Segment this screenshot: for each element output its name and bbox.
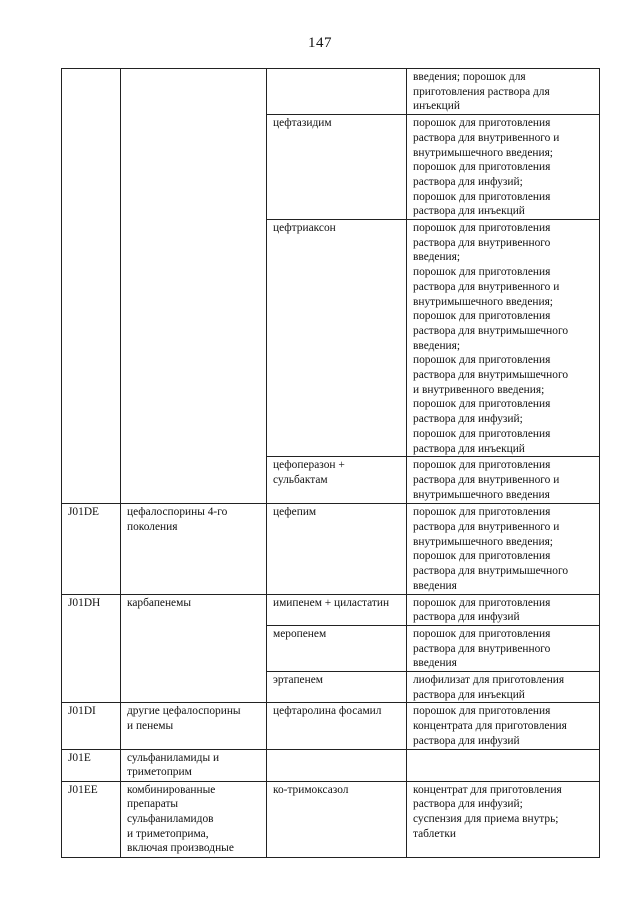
dosage-form-cell: порошок для приготовления раствора для внутривенного и внутримышечного введения: [407, 457, 600, 504]
atc-name-cell: [121, 115, 267, 220]
atc-name-cell: цефалоспорины 4-го поколения: [121, 504, 267, 594]
atc-code-cell: J01E: [62, 749, 121, 781]
dosage-form-cell: порошок для приготовления раствора для внутривенного и внутримышечного введения; порошок для приготовления раствора для инфузий; порошок для приготовления раствора для инъекций: [407, 115, 600, 220]
atc-name-cell: [121, 220, 267, 457]
inn-cell: меропенем: [267, 625, 407, 671]
atc-code-cell: [62, 672, 121, 703]
drug-table: [61, 68, 600, 858]
dosage-form-cell: порошок для приготовления концентрата для приготовления раствора для инфузий: [407, 703, 600, 749]
atc-name-cell: [121, 69, 267, 115]
atc-name-cell: сульфаниламиды и триметоприм: [121, 749, 267, 781]
atc-code-cell: [62, 457, 121, 504]
inn-cell: цефоперазон + сульбактам: [267, 457, 407, 504]
table-row: [62, 749, 600, 781]
atc-code-cell: J01EE: [62, 781, 121, 857]
table-row: [62, 625, 600, 671]
inn-cell: цефтазидим: [267, 115, 407, 220]
atc-name-cell: комбинированные препараты сульфаниламидов и триметоприма, включая производные: [121, 781, 267, 857]
dosage-form-cell: порошок для приготовления раствора для внутривенного введения: [407, 625, 600, 671]
dosage-form-cell: порошок для приготовления раствора для внутривенного введения; порошок для приготовления раствора для внутривенного и внутримышечного введения; порошок для приготовления раствора для внутримышечного введения; порошок для приготовления раствора для внутримышечного и внутривенного введения; порошок для приготовления раствора для инфузий; порошок для приготовления раствора для инъекций: [407, 220, 600, 457]
inn-cell: [267, 749, 407, 781]
table-row: [62, 594, 600, 625]
inn-cell: ко-тримоксазол: [267, 781, 407, 857]
table-row: [62, 504, 600, 594]
inn-cell: [267, 69, 407, 115]
atc-code-cell: [62, 625, 121, 671]
inn-cell: цефтаролина фосамил: [267, 703, 407, 749]
atc-name-cell: [121, 672, 267, 703]
table-row: [62, 457, 600, 504]
atc-code-cell: J01DE: [62, 504, 121, 594]
dosage-form-cell: порошок для приготовления раствора для внутривенного и внутримышечного введения; порошок для приготовления раствора для внутримышечного введения: [407, 504, 600, 594]
table-row: [62, 781, 600, 857]
dosage-form-cell: порошок для приготовления раствора для инфузий: [407, 594, 600, 625]
atc-name-cell: [121, 457, 267, 504]
atc-code-cell: J01DH: [62, 594, 121, 625]
dosage-form-cell: введения; порошок для приготовления раствора для инъекций: [407, 69, 600, 115]
dosage-form-cell: лиофилизат для приготовления раствора для инъекций: [407, 672, 600, 703]
atc-code-cell: [62, 220, 121, 457]
table-row: [62, 703, 600, 749]
table-row: [62, 69, 600, 115]
inn-cell: цефепим: [267, 504, 407, 594]
atc-code-cell: [62, 115, 121, 220]
inn-cell: эртапенем: [267, 672, 407, 703]
atc-code-cell: [62, 69, 121, 115]
inn-cell: имипенем + циластатин: [267, 594, 407, 625]
page-number: 147: [308, 35, 332, 51]
atc-code-cell: J01DI: [62, 703, 121, 749]
table-row: [62, 115, 600, 220]
dosage-form-cell: концентрат для приготовления раствора для инфузий; суспензия для приема внутрь; таблетки: [407, 781, 600, 857]
table-row: [62, 220, 600, 457]
inn-cell: цефтриаксон: [267, 220, 407, 457]
atc-name-cell: другие цефалоспорины и пенемы: [121, 703, 267, 749]
dosage-form-cell: [407, 749, 600, 781]
atc-name-cell: карбапенемы: [121, 594, 267, 625]
table-row: [62, 672, 600, 703]
atc-name-cell: [121, 625, 267, 671]
